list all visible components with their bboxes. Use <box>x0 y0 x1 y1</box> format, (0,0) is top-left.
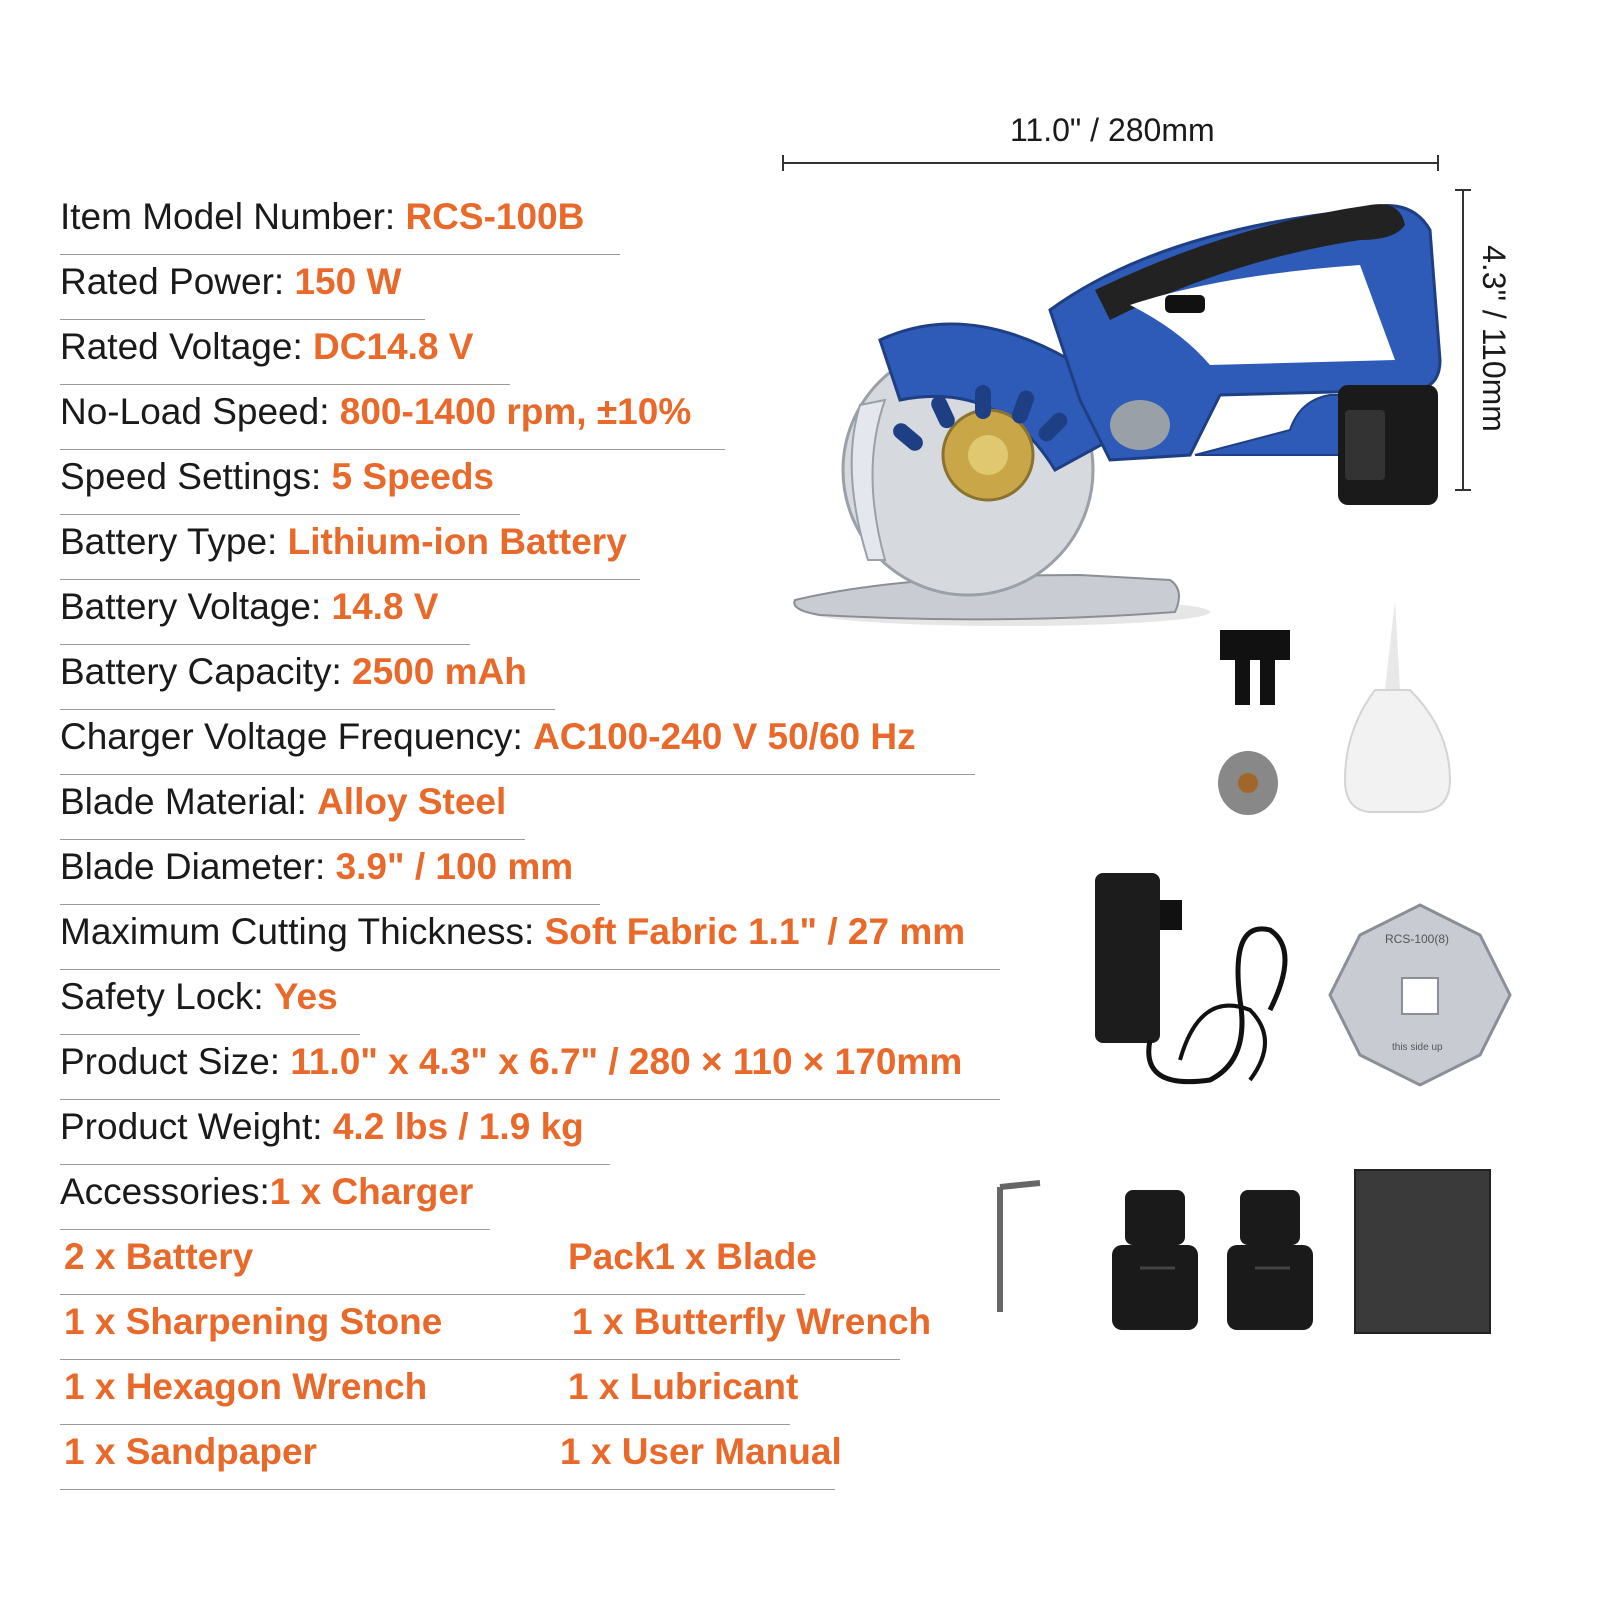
spec-value: DC14.8 V <box>313 326 474 367</box>
spec-value: Lithium-ion Battery <box>287 521 627 562</box>
spec-label: Battery Type: <box>60 521 288 562</box>
blade-model-mark: RCS-100(8) <box>1385 932 1450 946</box>
spec-label: Speed Settings: <box>60 456 332 497</box>
spec-value: 1 x Charger <box>269 1171 474 1212</box>
spec-value: Soft Fabric 1.1" / 27 mm <box>544 911 966 952</box>
spec-label: Blade Diameter: <box>60 846 336 887</box>
spec-label: Product Weight: <box>60 1106 333 1147</box>
spec-value: 2500 mAh <box>352 651 527 692</box>
rotary-cutter-image <box>794 204 1440 626</box>
spec-value: 11.0" x 4.3" x 6.7" / 280 × 110 × 170mm <box>290 1041 963 1082</box>
spec-value: 14.8 V <box>331 586 439 627</box>
height-dimension-line <box>1455 190 1471 490</box>
spec-label: No-Load Speed: <box>60 391 340 432</box>
spec-value: Yes <box>273 976 338 1017</box>
accessory-item: Pack1 x Blade <box>568 1236 817 1277</box>
length-dimension-line <box>783 155 1438 171</box>
spec-value: 5 Speeds <box>331 456 495 497</box>
hexagon-wrench-image <box>1000 1183 1040 1312</box>
accessory-item: 1 x Sandpaper <box>64 1431 317 1472</box>
charger-image <box>1095 873 1285 1082</box>
spare-blade-image <box>1330 905 1510 1085</box>
accessory-item: 1 x Lubricant <box>568 1366 799 1407</box>
spec-label: Charger Voltage Frequency: <box>60 716 534 757</box>
accessory-item: 2 x Battery <box>64 1236 254 1277</box>
spec-value: 800-1400 rpm, ±10% <box>339 391 692 432</box>
spec-label: Blade Material: <box>60 781 318 822</box>
spec-value: 4.2 lbs / 1.9 kg <box>332 1106 584 1147</box>
lubricant-bottle-image <box>1345 600 1450 812</box>
spec-label: Battery Capacity: <box>60 651 353 692</box>
accessory-item: 1 x Butterfly Wrench <box>572 1301 932 1342</box>
spec-label: Item Model Number: <box>60 196 406 237</box>
spec-value: Alloy Steel <box>317 781 507 822</box>
spec-value: RCS-100B <box>405 196 585 237</box>
accessory-item: 1 x User Manual <box>560 1431 842 1472</box>
height-dimension-label: 4.3" / 110mm <box>1475 245 1512 432</box>
spec-label: Product Size: <box>60 1041 291 1082</box>
spec-value: 3.9" / 100 mm <box>335 846 574 887</box>
spec-label: Maximum Cutting Thickness: <box>60 911 545 952</box>
blade-side-mark: this side up <box>1392 1042 1443 1053</box>
spec-label: Accessories: <box>60 1171 270 1212</box>
length-dimension-label: 11.0" / 280mm <box>1010 112 1215 148</box>
spec-value: 150 W <box>294 261 402 302</box>
sandpaper-image <box>1355 1170 1490 1333</box>
sharpening-stone-image <box>1218 751 1278 815</box>
spec-label: Rated Power: <box>60 261 295 302</box>
spec-value: AC100-240 V 50/60 Hz <box>533 716 916 757</box>
accessory-item: 1 x Sharpening Stone <box>64 1301 443 1342</box>
battery-pack-image <box>1112 1190 1198 1330</box>
spec-label: Rated Voltage: <box>60 326 314 367</box>
battery-pack-image <box>1227 1190 1313 1330</box>
spec-label: Battery Voltage: <box>60 586 332 627</box>
accessory-item: 1 x Hexagon Wrench <box>64 1366 428 1407</box>
butterfly-wrench-image <box>1220 630 1290 705</box>
spec-label: Safety Lock: <box>60 976 274 1017</box>
